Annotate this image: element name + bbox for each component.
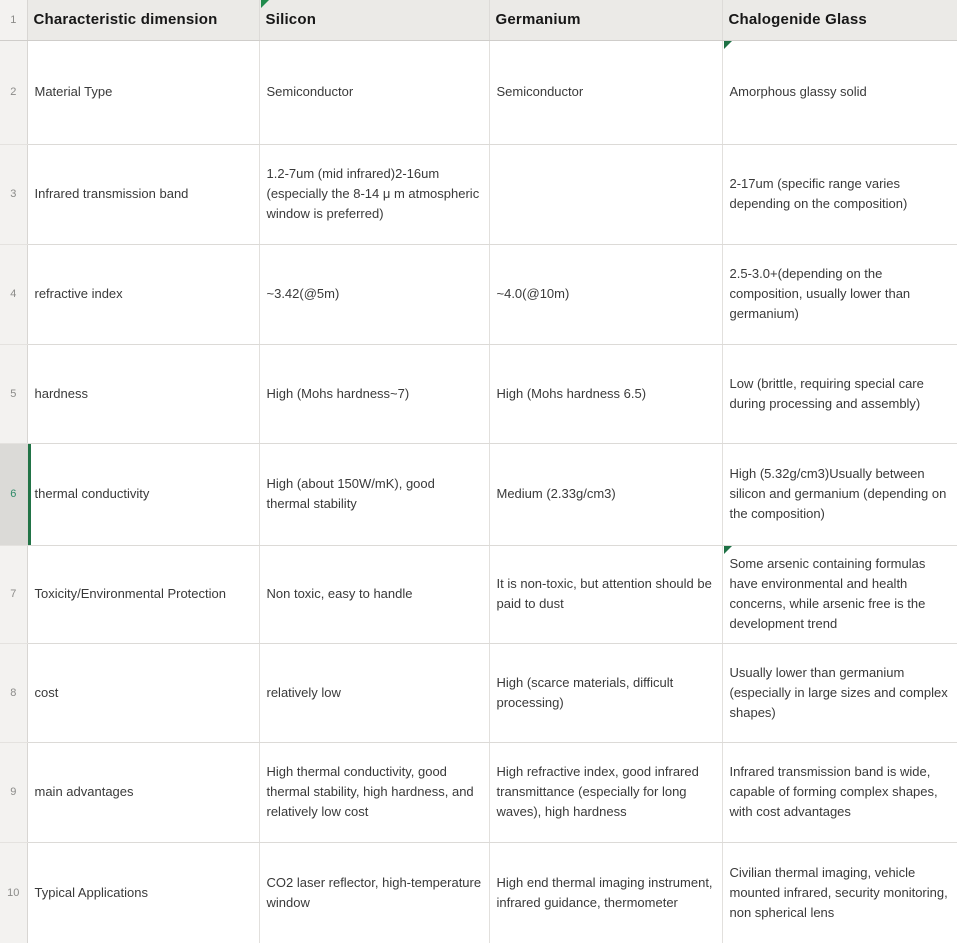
cell-chalcogenide[interactable]: Some arsenic containing formulas have environmental and health concerns, while arsenic free is the development trend [722, 545, 957, 643]
cell-chalcogenide[interactable]: Usually lower than germanium (especially in large sizes and complex shapes) [722, 643, 957, 742]
cell-germanium[interactable]: High end thermal imaging instrument, infrared guidance, thermometer [489, 842, 722, 943]
row-number[interactable]: 5 [0, 344, 27, 443]
column-header-silicon[interactable] [259, 0, 489, 40]
cell-flag-icon [261, 0, 269, 8]
column-header-label: Chalogenide Glass [728, 11, 867, 29]
cell-characteristic-dimension[interactable]: main advantages [27, 742, 259, 842]
cell-silicon[interactable]: ~3.42(@5m) [259, 244, 489, 344]
row-number[interactable]: 7 [0, 545, 27, 643]
row-number[interactable]: 8 [0, 643, 27, 742]
cell-chalcogenide[interactable]: 2.5-3.0+(depending on the composition, usually lower than germanium) [722, 244, 957, 344]
cell-chalcogenide[interactable]: Amorphous glassy solid [722, 40, 957, 144]
cell-characteristic-dimension[interactable]: thermal conductivity [27, 443, 259, 545]
row-number[interactable]: 6 [0, 443, 27, 545]
table-row [0, 842, 957, 943]
column-header-characteristic-dimension[interactable] [27, 0, 259, 40]
table-row [0, 742, 957, 842]
row-number-header[interactable]: 1 [0, 0, 27, 40]
table-row [0, 40, 957, 144]
row-number[interactable]: 3 [0, 144, 27, 244]
cell-chalcogenide[interactable]: 2-17um (specific range varies depending on the composition) [722, 144, 957, 244]
cell-silicon[interactable]: Non toxic, easy to handle [259, 545, 489, 643]
column-header-label: Germanium [495, 11, 581, 29]
cell-characteristic-dimension[interactable]: Material Type [27, 40, 259, 144]
cell-characteristic-dimension[interactable]: cost [27, 643, 259, 742]
cell-silicon[interactable]: High (about 150W/mK), good thermal stability [259, 443, 489, 545]
cell-germanium[interactable]: High refractive index, good infrared transmittance (especially for long waves), high hardness [489, 742, 722, 842]
table-row [0, 344, 957, 443]
row-number[interactable]: 10 [0, 842, 27, 943]
cell-silicon[interactable]: High (Mohs hardness~7) [259, 344, 489, 443]
cell-chalcogenide[interactable]: Infrared transmission band is wide, capable of forming complex shapes, with cost advantages [722, 742, 957, 842]
cell-characteristic-dimension[interactable]: refractive index [27, 244, 259, 344]
table-row [0, 545, 957, 643]
header-row [0, 0, 957, 40]
table-row [0, 244, 957, 344]
cell-silicon[interactable]: relatively low [259, 643, 489, 742]
column-header-germanium[interactable] [489, 0, 722, 40]
table-row [0, 144, 957, 244]
cell-flag-icon [724, 41, 732, 49]
cell-chalcogenide[interactable]: Low (brittle, requiring special care during processing and assembly) [722, 344, 957, 443]
cell-silicon[interactable]: Semiconductor [259, 40, 489, 144]
cell-chalcogenide[interactable]: Civilian thermal imaging, vehicle mounted infrared, security monitoring, non spherical lens [722, 842, 957, 943]
cell-characteristic-dimension[interactable]: Toxicity/Environmental Protection [27, 545, 259, 643]
cell-germanium[interactable]: ~4.0(@10m) [489, 244, 722, 344]
cell-germanium[interactable]: It is non-toxic, but attention should be paid to dust [489, 545, 722, 643]
cell-silicon[interactable]: 1.2-7um (mid infrared)2-16um (especially the 8-14 μ m atmospheric window is preferred) [259, 144, 489, 244]
cell-characteristic-dimension[interactable]: Infrared transmission band [27, 144, 259, 244]
cell-germanium[interactable]: Medium (2.33g/cm3) [489, 443, 722, 545]
column-header-label: Silicon [265, 11, 317, 29]
cell-germanium[interactable]: High (scarce materials, difficult processing) [489, 643, 722, 742]
cell-characteristic-dimension[interactable]: hardness [27, 344, 259, 443]
cell-germanium[interactable]: High (Mohs hardness 6.5) [489, 344, 722, 443]
cell-chalcogenide[interactable]: High (5.32g/cm3)Usually between silicon and germanium (depending on the composition) [722, 443, 957, 545]
cell-silicon[interactable]: High thermal conductivity, good thermal stability, high hardness, and relatively low cost [259, 742, 489, 842]
table-row [0, 643, 957, 742]
cell-characteristic-dimension[interactable]: Typical Applications [27, 842, 259, 943]
cell-germanium[interactable]: Semiconductor [489, 40, 722, 144]
column-header-chalogenide-glass[interactable] [722, 0, 957, 40]
column-header-label: Characteristic dimension [33, 11, 218, 29]
cell-flag-icon [724, 546, 732, 554]
row-number[interactable]: 4 [0, 244, 27, 344]
row-number[interactable]: 9 [0, 742, 27, 842]
row-number[interactable]: 2 [0, 40, 27, 144]
cell-germanium[interactable] [489, 144, 722, 244]
cell-silicon[interactable]: CO2 laser reflector, high-temperature window [259, 842, 489, 943]
table-row [0, 443, 957, 545]
